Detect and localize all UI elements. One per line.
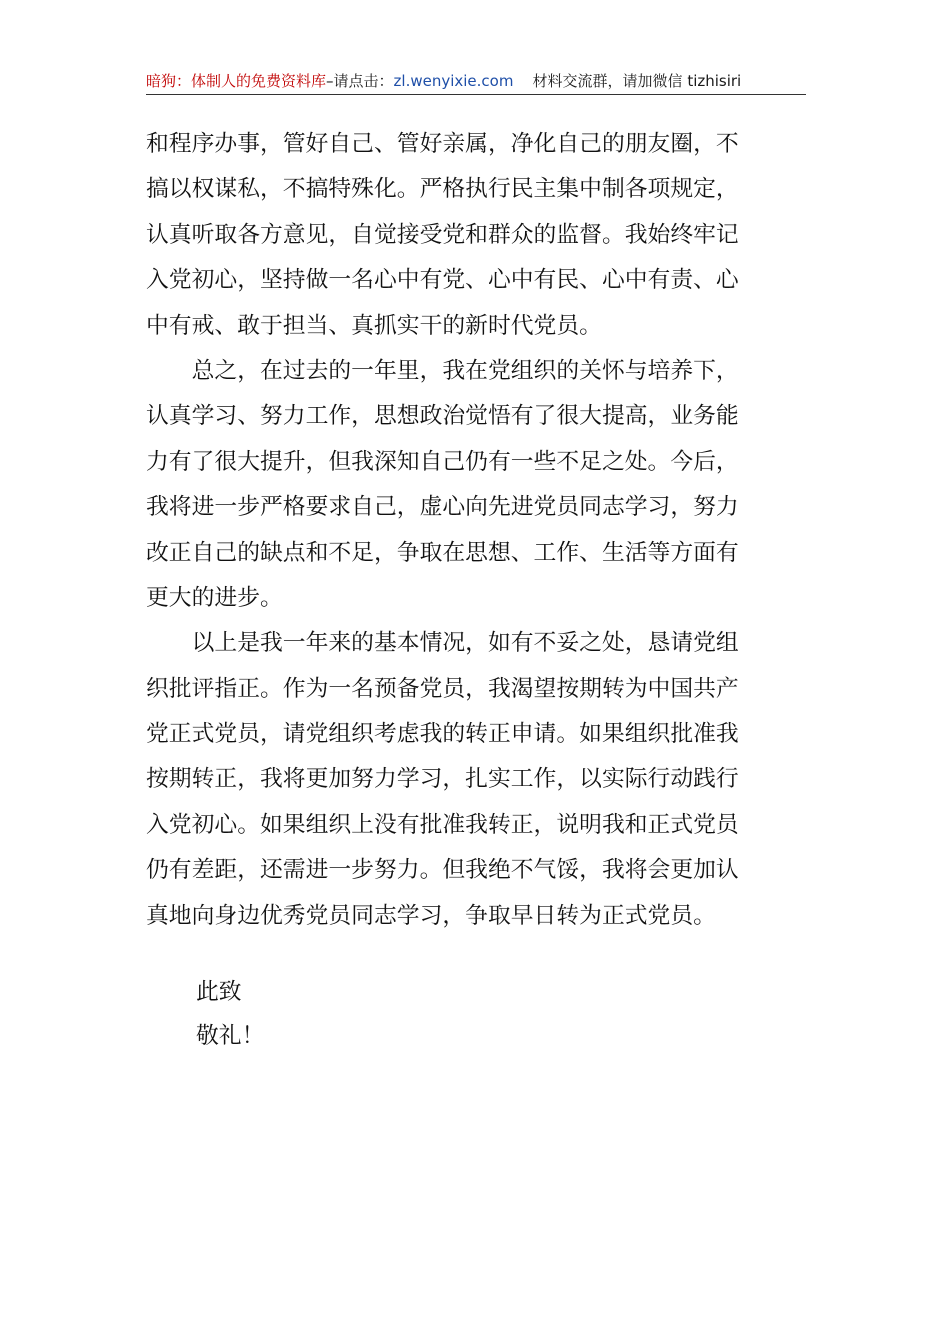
body-line: 真地向身边优秀党员同志学习，争取早日转为正式党员。 <box>146 902 716 929</box>
body-line: 按期转正，我将更加努力学习，扎实工作，以实际行动践行 <box>146 766 739 793</box>
document-body <box>146 122 806 939</box>
body-line: 认真学习、努力工作，思想政治觉悟有了很大提高，业务能 <box>146 403 739 430</box>
header-brand: 暗狗：体制人的免费资料库 <box>146 72 327 90</box>
header-contact: 材料交流群，请加微信 tizhisiri <box>532 72 742 90</box>
header-divider <box>146 94 806 95</box>
body-line: 中有戒、敢于担当、真抓实干的新时代党员。 <box>146 312 602 339</box>
header-prompt: –请点击： <box>326 72 394 90</box>
body-line: 更大的进步。 <box>146 584 283 611</box>
header-url-link[interactable]: zl.wenyixie.com <box>393 72 514 90</box>
body-line: 力有了很大提升，但我深知自己仍有一些不足之处。今后， <box>146 448 739 475</box>
body-line: 仍有差距，还需进一步努力。但我绝不气馁，我将会更加认 <box>146 857 739 884</box>
body-line: 改正自己的缺点和不足，争取在思想、工作、生活等方面有 <box>146 539 739 566</box>
closing-regards: 敬礼！ <box>196 1023 265 1049</box>
body-line: 认真听取各方意见，自觉接受党和群众的监督。我始终牢记 <box>146 221 739 248</box>
body-line: 和程序办事，管好自己、管好亲属，净化自己的朋友圈，不 <box>146 131 739 157</box>
body-line: 我将进一步严格要求自己，虚心向先进党员同志学习，努力 <box>146 494 739 521</box>
body-line: 入党初心，坚持做一名心中有党、心中有民、心中有责、心 <box>146 267 739 294</box>
body-line: 搞以权谋私，不搞特殊化。严格执行民主集中制各项规定， <box>146 176 739 203</box>
body-line: 织批评指正。作为一名预备党员，我渴望按期转为中国共产 <box>146 675 739 702</box>
body-line: 总之，在过去的一年里，我在党组织的关怀与培养下， <box>146 357 739 384</box>
closing-salutation: 此致 <box>196 979 242 1005</box>
body-line: 党正式党员，请党组织考虑我的转正申请。如果组织批准我 <box>146 721 739 748</box>
page-header <box>146 70 806 92</box>
body-line: 以上是我一年来的基本情况，如有不妥之处，恳请党组 <box>146 630 739 657</box>
body-line: 入党初心。如果组织上没有批准我转正，说明我和正式党员 <box>146 811 739 838</box>
